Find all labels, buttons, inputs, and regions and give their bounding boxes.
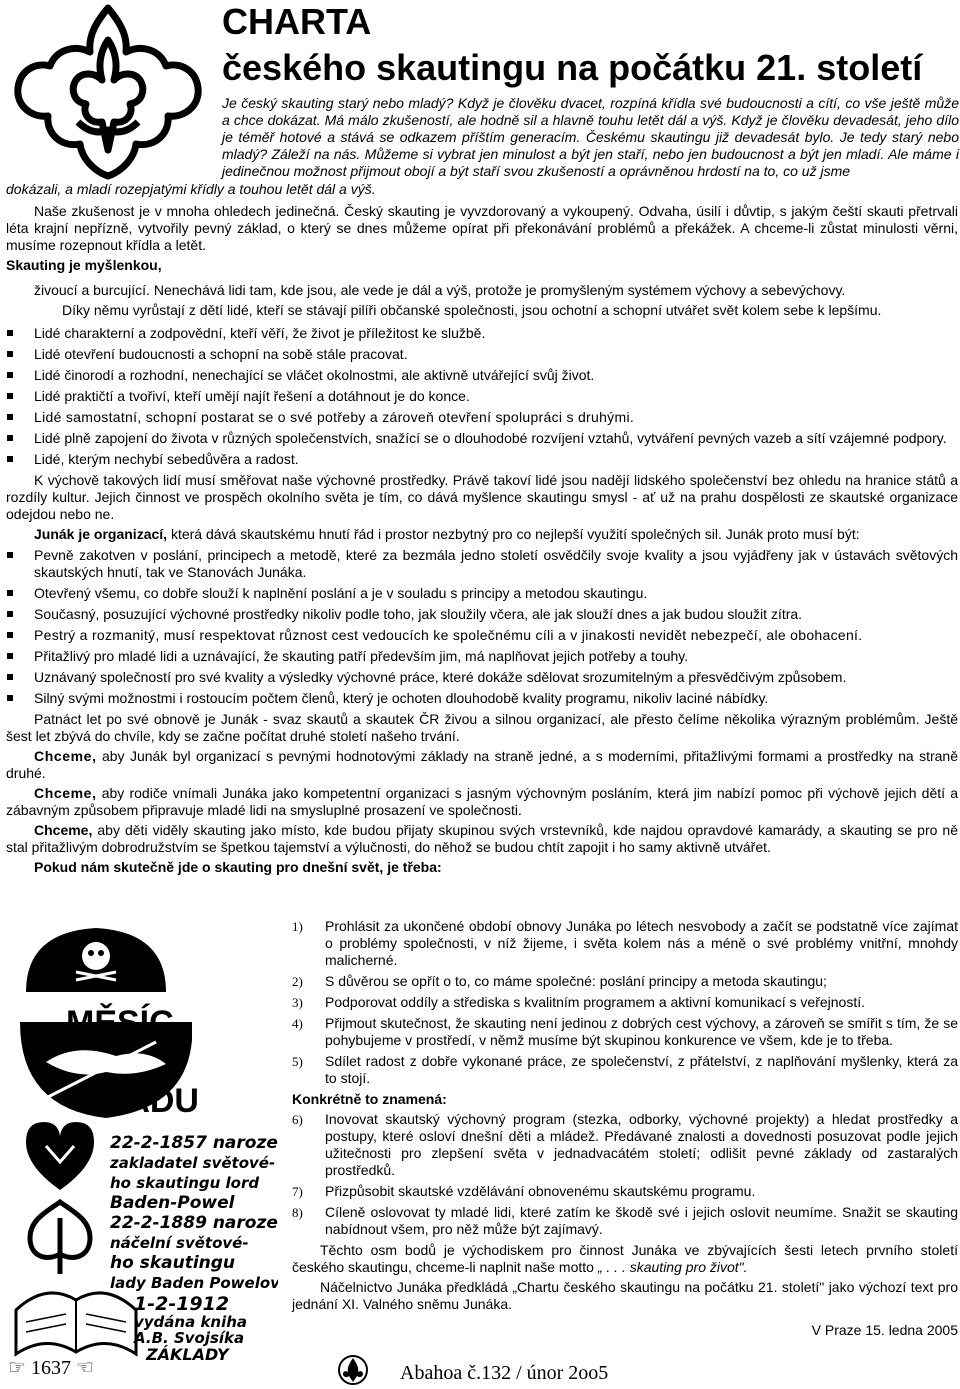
lily-emblem-small bbox=[30, 1202, 90, 1274]
list-item: 1) Prohlásit za ukončené období obnovy Junáka po létech nesvobody a začít se podstatně více zajímat o problémy společnosti, v níž žijeme, i světa kolem nás a méně o své problémy vnitřní, mnohdy malicherné. bbox=[292, 918, 958, 968]
list-item: Lidé, kterým nechybí sebedůvěra a radost. bbox=[6, 451, 958, 468]
list-item: 3) Podporovat oddíly a střediska s kvalitním programem a aktivní komunikací s veřejností. bbox=[292, 994, 866, 1010]
section-heading-concretely: Konkrétně to znamená: bbox=[292, 1091, 447, 1107]
junak-requirements-list bbox=[6, 547, 958, 707]
paragraph-chceme-1: Chceme, aby Junák byl organizací s pevnými hodnotovými základy na straně jedné, a s moderními, přitažlivými formami a prostředky na straně druhé. bbox=[6, 748, 958, 781]
poster-handwritten-line: 22-2-1857 narozen bbox=[110, 1133, 278, 1153]
poster-handwritten-line: lady Baden Powelová bbox=[110, 1274, 278, 1292]
list-item: 7) Přizpůsobit skautské vzdělávání obnovenému skautskému programu. bbox=[292, 1183, 756, 1199]
list-item: Lidé samostatní, schopní postarat se o své potřeby a zároveň otevření spolupráci s druhými. bbox=[6, 409, 958, 426]
page-number: ☞ 1637 ☜ bbox=[8, 1357, 94, 1379]
paragraph-chceme-2: Chceme, aby rodiče vnímali Junáka jako kompetentní organizaci s jasným výchovným posláním, která jim nabízí pomoc při výchově jejich dětí a zábavným způsobem připravuje mladé lidi na smysluplné prosazení ve společnosti. bbox=[6, 785, 958, 818]
paragraph-children: Díky němu vyrůstají z dětí lidé, kteří se stávají pilíři občanské společnosti, jsou ochotní a schopní utvářet svět kolem sebe k lepšímu. bbox=[62, 302, 882, 318]
poster-drawing bbox=[6, 922, 278, 1364]
page-title-line2: českého skautingu na počátku 21. století bbox=[222, 47, 923, 88]
paragraph-organization bbox=[6, 526, 958, 543]
people-list bbox=[6, 325, 958, 468]
section-heading-needed: Pokud nám skutečně jde o skauting pro dnešní svět, je třeba: bbox=[34, 859, 442, 875]
concrete-list bbox=[292, 1111, 958, 1238]
organization-lead: Junák je organizací, bbox=[34, 526, 168, 542]
list-item: Přitažlivý pro mladé lidi a uznávající, že skauting patří především jim, má naplňovat jejich potřeby a touhy. bbox=[6, 648, 958, 665]
paragraph-experience: Naše zkušenost je v mnoha ohledech jedinečná. Český skauting je vyvzdorovaný a vykoupený. Odvaha, úsilí i důvtip, s jakým čeští skauti přetrvali léta krajní nepřízně, vytvořily pevný základ, o který se dnes můžeme opírat při překonávání problémů a překážek. A chceme-li zůstat minulosti věrni, musíme rozepnout křídla a letět. bbox=[6, 203, 958, 253]
paragraph-idea: živoucí a burcující. Nenechává lidi tam, kde jsou, ale vede je dál a výš, protože je promyšleným systémem výchovy a sebevýchovy. bbox=[34, 282, 846, 298]
poster-handwritten-line: A.B. Svojsíka bbox=[134, 1329, 245, 1347]
list-item: Lidé otevření budoucnosti a schopní na sobě stále pracovat. bbox=[6, 346, 958, 363]
poster-handwritten-line: 22-2-1889 naroze bbox=[110, 1213, 278, 1233]
list-item: 8) Cíleně oslovovat ty mladé lidi, které zatím ke škodě své i jejich oslovit neumíme. Snažit se skauting nabídnout všem, pro něž může být zajímavý. bbox=[292, 1204, 958, 1237]
list-item: Silný svými možnostmi i rostoucím počtem členů, který je ochoten dlouhodobě kvality programu, nikoliv laciné nábídky. bbox=[6, 690, 958, 707]
intro-paragraph: Je český skauting starý nebo mladý? Když je člověku dvacet, rozpíná křídla své budoucnosti a cítí, co vše ještě může a chce dokázat. Má málo zkušeností, ale hodně sil a hlavně touhu letět dál a výš. Když je člověku devadesát, jeho dílo je téměř hotové a stává se odkazem příštím generacím. Českému skautingu již devadesát bylo. Je tedy starý nebo mladý? Záleží na nás. Můžeme si vybrat jen minulost a být jen staří, nebo jen budoucnost a být jen mladí. Ale máme i jedinečnou možnost přijmout obojí a být staří svou zkušeností a oprávněnou hrdostí na to, co už jsme bbox=[222, 95, 959, 179]
poster-handwritten-line: náčelní světové- bbox=[110, 1234, 249, 1252]
paragraph-eight-points: Těchto osm bodů je východiskem pro činnost Junáka ve zbývajících šesti letech prvního století českého skautingu, chceme-li naplnit naše motto „ . . . skauting pro život". bbox=[292, 1242, 958, 1275]
paragraph-council: Náčelnictvo Junáka předkládá „Chartu českého skautingu na počátku 21. století" jako výchozí text pro jednání XI. Valného sněmu Junáka. bbox=[292, 1279, 958, 1312]
list-item: Lidé charakterní a zodpovědní, kteří věří, že život je příležitost ke službě. bbox=[6, 325, 958, 342]
paragraph-chceme-3: Chceme, aby děti viděly skauting jako místo, kde budou přijaty skupinou svých vrstevníků, kde najdou opravdové kamarády, a skauting se pro ně stal přitažlivým dobrodružstvím se špetkou tajemství a výlučnosti, do něhož se budou chtít zapojit i ho samy aktivně utvářet. bbox=[6, 822, 958, 855]
paragraph-education-means: K výchově takových lidí musí směřovat naše výchovné prostředky. Právě takoví lidé jsou nadějí lidského společenství bez ohledu na hranice států a rozdíly kultur. Jejich činnost ve prospěch okolního světa je tím, co dává myšlence skautingu smysl - ať už na prahu dospělosti ze skautské organizace odejdou nebo ne. bbox=[6, 472, 958, 522]
poster-handwritten-line: ZÁKLADY bbox=[146, 1345, 229, 1364]
skull-emblem bbox=[26, 928, 166, 992]
hunger-month-poster bbox=[6, 922, 278, 1364]
list-item: Lidé plně zapojení do života v různých společenstvích, snažící se o dlouhodobé rozvíjení vztahů, vytváření pevných vazeb a sítí vzájemné podpory. bbox=[6, 430, 958, 447]
chceme-word: Chceme, bbox=[34, 822, 93, 838]
main-content bbox=[6, 200, 958, 876]
list-item: Současný, posuzující výchovné prostředky nikoliv podle toho, jak sloužily včera, ale jak slouží dnes a jak budou sloužit zítra. bbox=[6, 606, 958, 623]
pointing-hand-icon: ☞ bbox=[8, 1357, 26, 1379]
list-item: Pevně zakotven v poslání, principech a metodě, které za bezmála jedno století osvědčily svoje kvality a jsou vyjádřeny jak v ústavách světových skautských hnutí, tak ve Stanovách Junáka. bbox=[6, 547, 958, 581]
scout-lily-emblem bbox=[2, 0, 214, 186]
poster-handwritten-line: vydána kniha bbox=[134, 1313, 248, 1331]
list-item: 4) Přijmout skutečnost, že skauting není jedinou z dobrých cest výchovy, a zároveň se smířit s tím, že se pohybujeme v prostředí, v němž musíme být skupinou konkurence ve všem, kde je to třeba. bbox=[292, 1015, 958, 1048]
poster-handwritten-line: 1-2-1912 bbox=[134, 1293, 230, 1315]
list-item: Pestrý a rozmanitý, musí respektovat různost cest vedoucích ke společnému cíli a v jinakosti nevidět nebezpečí, ale obohacení. bbox=[6, 627, 958, 644]
section-heading-idea: Skauting je myšlenkou, bbox=[6, 257, 162, 273]
poster-handwritten-line: Baden-Powel bbox=[110, 1193, 235, 1213]
heart-emblem bbox=[26, 1122, 94, 1190]
chceme-word: Chceme, bbox=[34, 785, 97, 801]
issue-info: Abahoa č.132 / únor 2oo5 bbox=[400, 1362, 609, 1384]
list-item: 5) Sdílet radost z dobře vykonané práce, ze společenství, z přátelství, z naplňování myšlenky, která za to stojí. bbox=[292, 1053, 958, 1086]
page-title-line1: CHARTA bbox=[222, 1, 372, 42]
organization-rest: která dává skautskému hnutí řád i prostor nezbytný pro co nejlepší využití společných sil. Junák proto musí být: bbox=[167, 526, 860, 542]
list-item: Uznávaný společností pro své kvality a výsledky výchovné práce, které dokáže sdělovat srozumitelným a přesvědčivým způsobem. bbox=[6, 669, 958, 686]
list-item: 6) Inovovat skautský výchovný program (stezka, odborky, výchovné projekty) a hledat prostředky a postupy, které osloví dnešní děti a mládež. Předávané znalosti a dovednosti posuzovat podle jejich užitečnosti pro zlepšení světa v jednadvacátém století; odlišit pevné základy od zastaralých prostředků. bbox=[292, 1111, 958, 1178]
pointing-hand-icon: ☜ bbox=[75, 1357, 94, 1379]
motto: „ . . . skauting pro život". bbox=[597, 1259, 748, 1275]
needs-list bbox=[292, 918, 958, 1087]
scout-logo-icon bbox=[338, 1354, 368, 1386]
list-item: Otevřený všemu, co dobře slouží k naplnění poslání a je v souladu s principy a metodou skautingu. bbox=[6, 585, 958, 602]
poster-title-2: HLADU bbox=[80, 1082, 199, 1120]
place-and-date: V Praze 15. ledna 2005 bbox=[811, 1322, 958, 1338]
poster-handwritten-line: ho skautingu bbox=[110, 1253, 236, 1273]
book-sketch bbox=[16, 1293, 136, 1354]
poster-handwritten-line: ho skautingu lord bbox=[110, 1174, 260, 1192]
list-item: 2) S důvěrou se opřít o to, co máme společné: poslání principy a metoda skautingu; bbox=[292, 973, 827, 989]
intro-paragraph-tail: dokázali, a mladí rozepjatými křídly a touhou letět dál a výš. bbox=[6, 181, 376, 197]
right-column bbox=[292, 902, 958, 1313]
paragraph-fifteen-years: Patnáct let po své obnově je Junák - svaz skautů a skautek ČR živou a silnou organizací, ale přesto čelíme několika výrazným problémům. Ještě šest let zbývá do chvíle, kdy se začne počítat druhé století našeho trvání. bbox=[6, 711, 958, 744]
poster-handwritten-line: zakladatel světové- bbox=[110, 1154, 276, 1172]
chceme-word: Chceme, bbox=[34, 748, 97, 764]
list-item: Lidé praktičtí a tvořiví, kteří umějí najít řešení a dotáhnout je do konce. bbox=[6, 388, 958, 405]
list-item: Lidé činorodí a rozhodní, nenechající se vláčet okolnostmi, ale aktivně utvářející svůj život. bbox=[6, 367, 958, 384]
